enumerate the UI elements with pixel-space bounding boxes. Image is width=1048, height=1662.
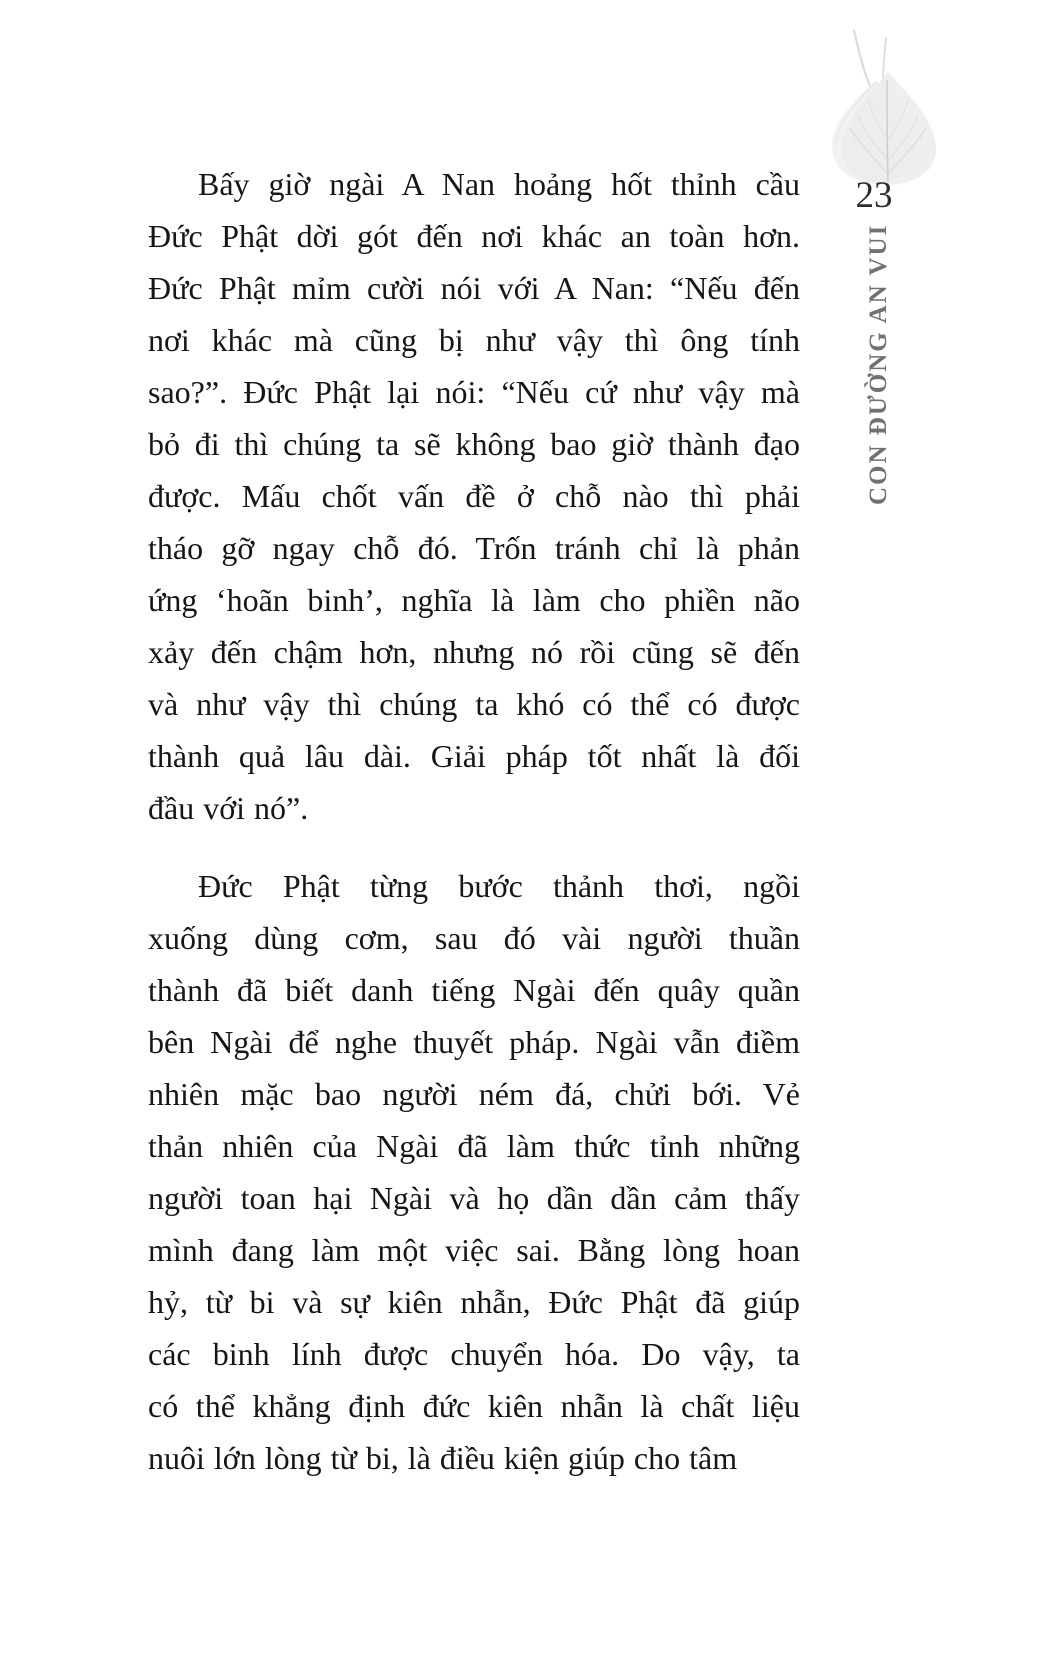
text-line: hỷ, từ bi và sự kiên nhẫn, Đức Phật đã giúp — [148, 1284, 800, 1320]
text-line: và như vậy thì chúng ta khó có thể có được — [148, 686, 800, 722]
text-line: nuôi lớn lòng từ bi, là điều kiện giúp cho tâm — [148, 1440, 738, 1476]
text-line: đầu với nó”. — [148, 790, 309, 826]
text-line: xuống dùng cơm, sau đó vài người thuần — [148, 920, 800, 956]
bodhi-leaf-icon — [810, 24, 954, 190]
text-line: ứng ‘hoãn binh’, nghĩa là làm cho phiền não — [148, 582, 800, 618]
text-line: có thể khẳng định đức kiên nhẫn là chất liệu — [148, 1388, 800, 1424]
text-line: mình đang làm một việc sai. Bằng lòng hoan — [148, 1232, 800, 1268]
text-line: nơi khác mà cũng bị như vậy thì ông tính — [148, 322, 800, 358]
text-line: sao?”. Đức Phật lại nói: “Nếu cứ như vậy mà — [148, 374, 800, 410]
text-line: các binh lính được chuyển hóa. Do vậy, ta — [148, 1336, 800, 1372]
paragraph-2 — [148, 860, 800, 1484]
text-line: bên Ngài để nghe thuyết pháp. Ngài vẫn điềm — [148, 1024, 800, 1060]
text-line: bỏ đi thì chúng ta sẽ không bao giờ thành đạo — [148, 426, 800, 462]
text-line: tháo gỡ ngay chỗ đó. Trốn tránh chỉ là phản — [148, 530, 800, 566]
text-line: Đức Phật từng bước thảnh thơi, ngồi — [198, 868, 800, 904]
text-line: Đức Phật dời gót đến nơi khác an toàn hơn. — [148, 218, 800, 254]
paragraph-1 — [148, 158, 800, 834]
body-text — [148, 158, 800, 1484]
bodhi-leaf-decoration — [810, 24, 954, 190]
text-line: thành quả lâu dài. Giải pháp tốt nhất là đối — [148, 738, 800, 774]
text-line: xảy đến chậm hơn, nhưng nó rồi cũng sẽ đến — [148, 634, 800, 670]
text-line: được. Mấu chốt vấn đề ở chỗ nào thì phải — [148, 478, 800, 514]
running-title-vertical: CON ĐƯỜNG AN VUI — [865, 223, 892, 505]
text-line: Bấy giờ ngài A Nan hoảng hốt thỉnh cầu — [198, 166, 800, 202]
text-line: nhiên mặc bao người ném đá, chửi bới. Vẻ — [148, 1076, 800, 1112]
text-line: thản nhiên của Ngài đã làm thức tỉnh những — [148, 1128, 800, 1164]
page-number: 23 — [855, 175, 893, 216]
text-line: Đức Phật mỉm cười nói với A Nan: “Nếu đến — [148, 270, 800, 306]
text-line: thành đã biết danh tiếng Ngài đến quây quần — [148, 972, 800, 1008]
text-line: người toan hại Ngài và họ dần dần cảm thấy — [148, 1180, 800, 1216]
